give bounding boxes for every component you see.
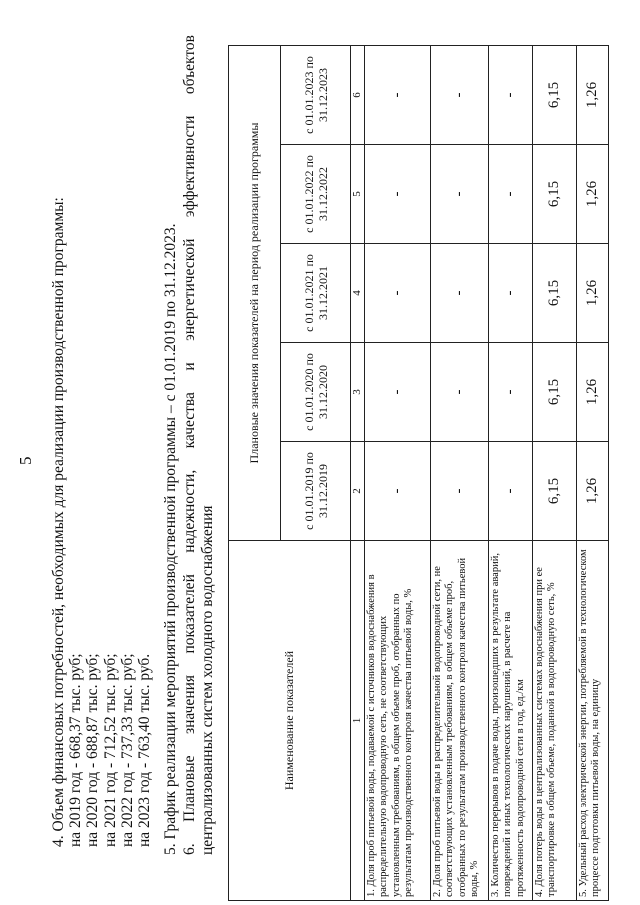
table-row: [431, 45, 489, 900]
indicator-name: 4. Доля потерь воды в централизованных системах водоснабжения при ее транспортировке в общем объеме, поданной в водопроводную сеть, %: [533, 541, 577, 901]
indicator-value: -: [365, 45, 431, 144]
table-row: [533, 45, 577, 900]
table-row: [577, 45, 609, 900]
period-header-2020: с 01.01.2020 по 31.12.2020: [281, 343, 351, 442]
indicator-value: -: [365, 442, 431, 541]
indicator-name: 5. Удельный расход электрической энергии, потребляемой в технологическом процессе подготовки питьевой воды, на единицу: [577, 541, 609, 901]
indicator-value: -: [489, 244, 533, 343]
indicator-name: 2. Доля проб питьевой воды в распределительной водопроводной сети, не соответствующих установленным требованиям, в общем объеме проб, отобранных по результатам производственного контроля качества питьевой воды, %: [431, 541, 489, 901]
indicators-section: [181, 35, 217, 855]
financial-line-2019: на 2019 год - 668,37 тыс. руб;: [67, 653, 85, 847]
column-number-6: 6: [351, 45, 365, 144]
column-number-5: 5: [351, 145, 365, 244]
period-header-2021: с 01.01.2021 по 31.12.2021: [281, 244, 351, 343]
indicator-value: -: [365, 343, 431, 442]
column-number-1: 1: [351, 541, 365, 901]
schedule-section: 5. График реализации мероприятий производственной программы – с 01.01.2019 по 31.12.2023.: [162, 223, 179, 855]
name-column-header: Наименование показателей: [229, 541, 351, 901]
financial-line-2023: на 2023 год - 763,40 тыс. руб.: [136, 653, 154, 847]
financial-needs-heading: 4. Объем финансовых потребностей, необходимых для реализации производственной программы:: [50, 197, 67, 847]
indicator-value: -: [489, 45, 533, 144]
indicator-value: -: [431, 145, 489, 244]
indicator-name: 3. Количество перерывов в подаче воды, произошедших в результате аварий, повреждений и иных технологических нарушений, в расчете на протяженность водопроводной сети в год, ед./км: [489, 541, 533, 901]
indicator-value: 1,26: [577, 343, 609, 442]
indicator-value: 1,26: [577, 145, 609, 244]
period-header-2019: с 01.01.2019 по 31.12.2019: [281, 442, 351, 541]
period-header-2023: с 01.01.2023 по 31.12.2023: [281, 45, 351, 144]
plan-values-header: Плановые значения показателей на период реализации программы: [229, 45, 281, 540]
page-number: 5: [16, 456, 35, 465]
indicator-value: 6,15: [533, 442, 577, 541]
financial-line-2022: на 2022 год - 737,33 тыс. руб;: [118, 653, 136, 847]
indicator-value: -: [431, 442, 489, 541]
indicator-value: -: [489, 343, 533, 442]
indicator-value: -: [365, 244, 431, 343]
indicator-value: 6,15: [533, 145, 577, 244]
column-number-3: 3: [351, 343, 365, 442]
financial-needs-section: [50, 47, 153, 847]
indicator-value: -: [431, 45, 489, 144]
indicator-value: 6,15: [533, 244, 577, 343]
table-row: [365, 45, 431, 900]
indicator-value: -: [365, 145, 431, 244]
indicators-heading-line1: 6. Плановые значения показателей надежности, качества и энергетической эффективности объектов: [181, 35, 198, 855]
indicator-value: 6,15: [533, 343, 577, 442]
indicator-value: -: [489, 442, 533, 541]
indicator-value: -: [431, 343, 489, 442]
indicator-value: 1,26: [577, 244, 609, 343]
column-number-4: 4: [351, 244, 365, 343]
indicator-value: -: [431, 244, 489, 343]
indicator-value: 1,26: [577, 45, 609, 144]
financial-line-2020: на 2020 год - 688,87 тыс. руб;: [84, 653, 102, 847]
indicator-value: -: [489, 145, 533, 244]
indicator-value: 6,15: [533, 45, 577, 144]
indicator-value: 1,26: [577, 442, 609, 541]
table-row: [489, 45, 533, 900]
column-number-2: 2: [351, 442, 365, 541]
indicator-name: 1. Доля проб питьевой воды, подаваемой с источников водоснабжения в распределительную водопроводную сеть, не соответствующих установленным требованиям, в общем объеме проб, отобранных по результатам производственного контроля качества питьевой воды, %: [365, 541, 431, 901]
period-header-2022: с 01.01.2022 по 31.12.2022: [281, 145, 351, 244]
indicators-table: [228, 45, 609, 901]
indicators-heading-line2: централизованных систем холодного водоснабжения: [199, 505, 216, 855]
financial-line-2021: на 2021 год - 712,52 тыс. руб;: [101, 653, 119, 847]
